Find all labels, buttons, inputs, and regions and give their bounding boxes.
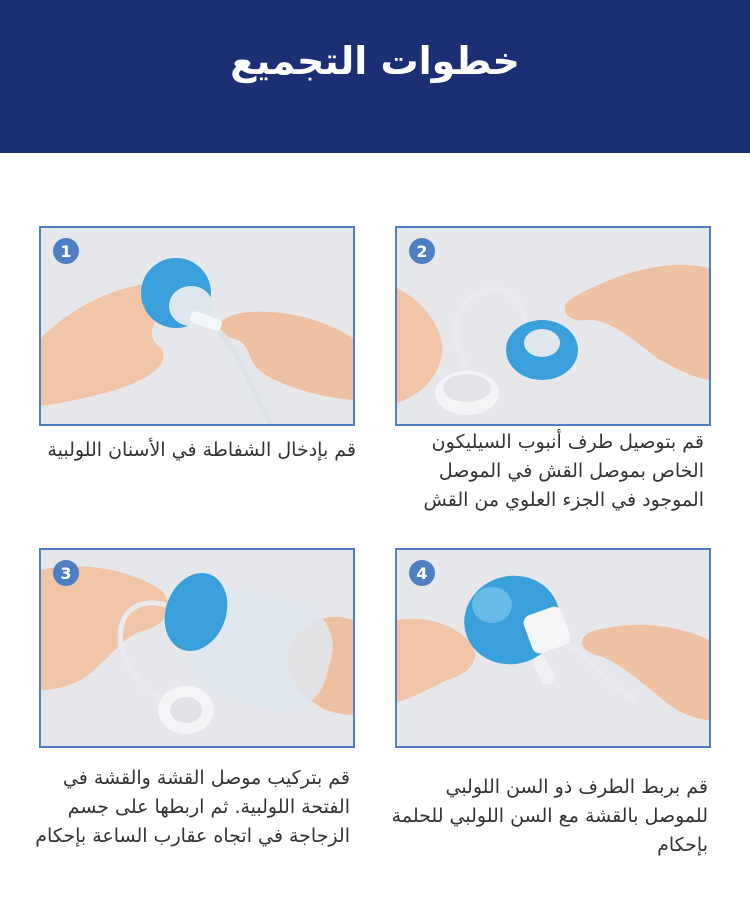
header-banner	[0, 0, 750, 153]
step-1-photo	[39, 226, 355, 426]
step-3-photo	[39, 548, 355, 748]
step-3-badge: 3	[53, 560, 79, 586]
step-3-caption: قم بتركيب موصل القشة والقشة في الفتحة اللولبية. ثم اربطها على جسم الزجاجة في اتجاه عقارب الساعة بإحكام	[35, 767, 350, 847]
step-1-badge: 1	[53, 238, 79, 264]
step-4-badge: 4	[409, 560, 435, 586]
step-4-photo	[395, 548, 711, 748]
step-2-badge: 2	[409, 238, 435, 264]
step-2-illustration	[397, 228, 709, 424]
step-4-caption: قم بربط الطرف ذو السن اللولبي للموصل بالقشة مع السن اللولبي للحلمة بإحكام	[391, 776, 708, 856]
step-4-illustration	[397, 550, 709, 746]
step-2-photo	[395, 226, 711, 426]
step-1-illustration	[41, 228, 353, 424]
page-title: خطوات التجميع	[230, 38, 520, 83]
step-2-caption: قم بتوصيل طرف أنبوب السيليكون الخاص بموصل القش في الموصل الموجود في الجزء العلوي من القش	[423, 431, 704, 511]
step-1-caption: قم بإدخال الشفاطة في الأسنان اللولبية	[47, 439, 356, 461]
step-3-illustration	[41, 550, 353, 746]
